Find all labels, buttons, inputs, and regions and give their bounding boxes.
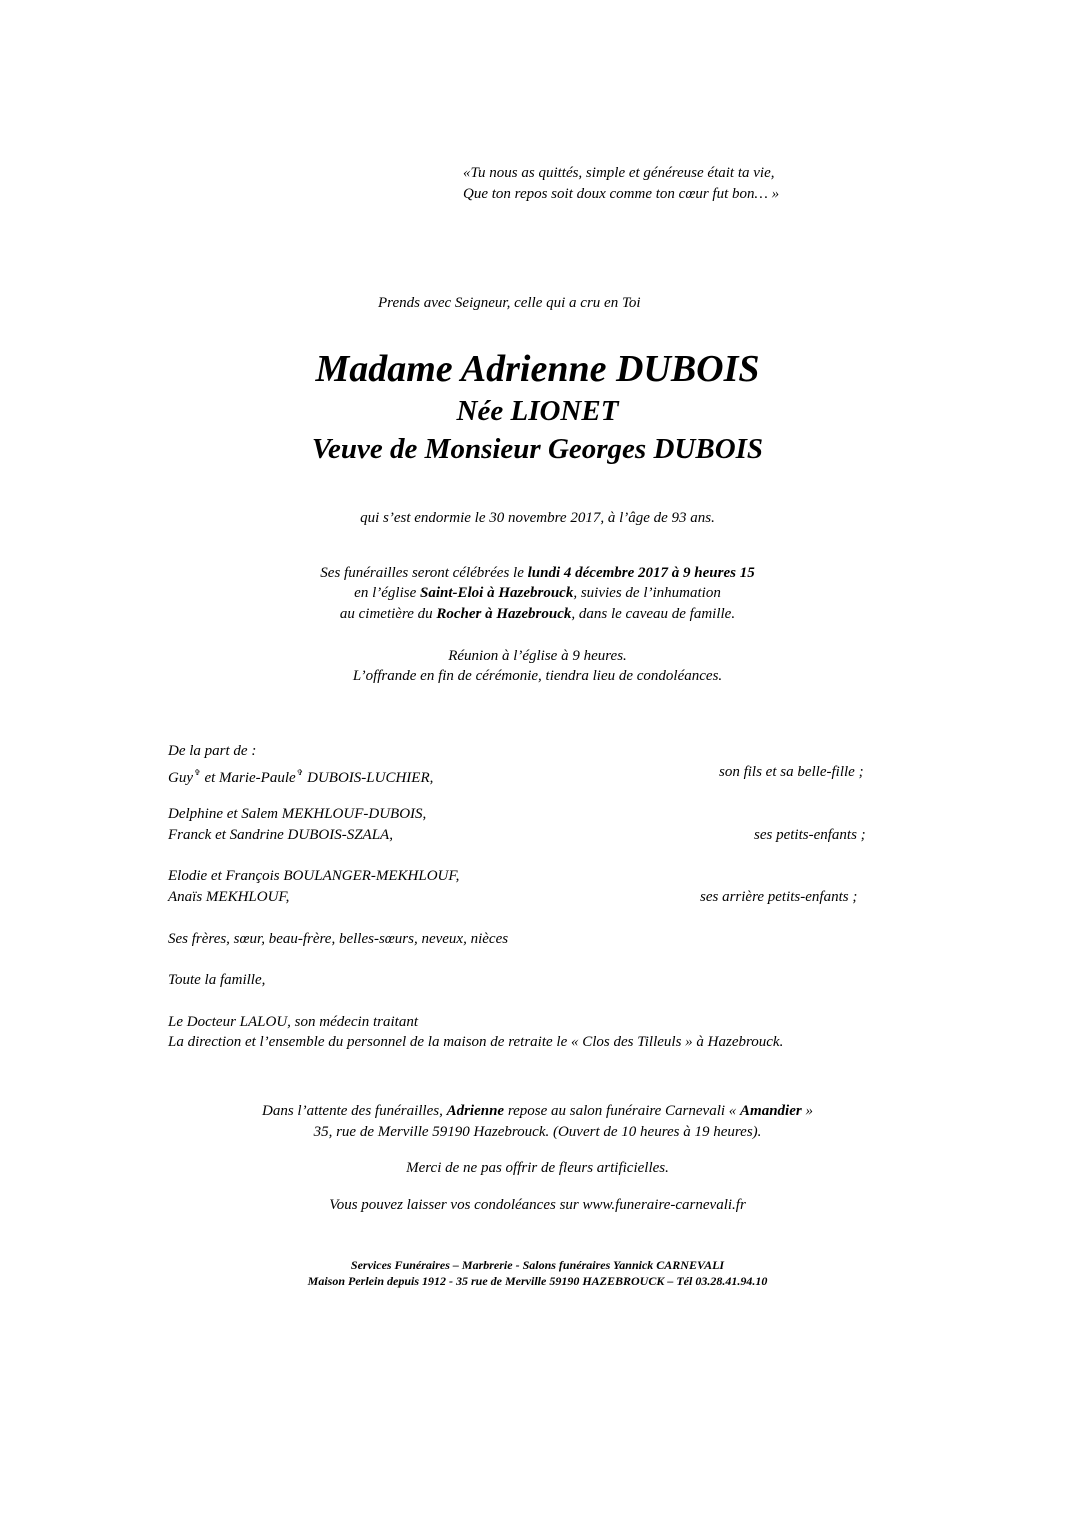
meeting-line-1: Réunion à l’église à 9 heures. (448, 648, 627, 664)
siblings-line: Ses frères, sœur, beau-frère, belles-sœurs, neveux, nièces (168, 931, 509, 947)
great-grandchild-line-2: Anaïs MEKHLOUF, (168, 889, 290, 905)
deceased-widow-of: Veuve de Monsieur Georges DUBOIS (311, 433, 764, 465)
prayer-line: Prends avec Seigneur, celle qui a cru en Toi (378, 295, 641, 311)
rest-close-quote: » (801, 1103, 813, 1119)
death-notice: qui s’est endormie le 30 novembre 2017, à l’âge de 93 ans. (360, 510, 715, 526)
epigraph-line-1: «Tu nous as quittés, simple et généreuse était ta vie, (463, 165, 775, 181)
funeral-burial-note: , suivies de l’inhumation (573, 585, 721, 601)
footer-line-1: Services Funéraires – Marbrerie - Salons funéraires Yannick CARNEVALI (350, 1258, 725, 1272)
cross-icon: ✞ (296, 768, 304, 777)
flowers-note: Merci de ne pas offrir de fleurs artificielles. (406, 1160, 669, 1176)
funeral-cemetery: Rocher à Hazebrouck (436, 606, 572, 622)
funeral-intro: Ses funérailles seront célébrées le (320, 565, 528, 581)
rest-line-1 (0, 1101, 1075, 1122)
great-grandchildren-relation: ses arrière petits-enfants ; (700, 889, 858, 905)
son-first-name: Guy (168, 770, 193, 786)
cross-icon: ✞ (194, 768, 201, 777)
family-intro: De la part de : (168, 743, 257, 759)
rest-intro: Dans l’attente des funérailles, (262, 1103, 447, 1119)
funeral-church-intro: en l’église (354, 585, 420, 601)
great-grandchild-line-1: Elodie et François BOULANGER-MEKHLOUF, (168, 868, 460, 884)
funeral-date: lundi 4 décembre 2017 à 9 heures 15 (527, 565, 755, 581)
son-relation: son fils et sa belle-fille ; (719, 764, 864, 780)
doctor-line: Le Docteur LALOU, son médecin traitant (168, 1014, 418, 1030)
epigraph-line-2: Que ton repos soit doux comme ton cœur fut bon… » (463, 186, 780, 202)
deceased-name: Madame Adrienne DUBOIS (315, 348, 760, 390)
meeting-line-2: L’offrande en fin de cérémonie, tiendra lieu de condoléances. (352, 668, 723, 684)
funeral-vault-note: , dans le caveau de famille. (571, 606, 736, 622)
rest-room: Amandier (740, 1103, 802, 1119)
rest-location: repose au salon funéraire Carnevali « (504, 1103, 741, 1119)
funeral-line-1 (0, 563, 1075, 584)
grandchild-line-1: Delphine et Salem MEKHLOUF-DUBOIS, (168, 806, 427, 822)
rest-name: Adrienne (446, 1103, 505, 1119)
condolences-note: Vous pouvez laisser vos condoléances sur www.funeraire-carnevali.fr (329, 1197, 746, 1213)
funeral-line-2 (0, 583, 1075, 604)
funeral-church: Saint-Eloi à Hazebrouck (419, 585, 574, 601)
funeral-line-3 (0, 604, 1075, 625)
epigraph (463, 163, 779, 205)
son-surname: DUBOIS-LUCHIER, (303, 770, 434, 786)
deceased-maiden-name: Née LIONET (456, 395, 619, 427)
grandchild-line-2: Franck et Sandrine DUBOIS-SZALA, (168, 827, 393, 843)
footer-line-2: Maison Perlein depuis 1912 - 35 rue de Merville 59190 HAZEBROUCK – Tél 03.28.41.94.10 (307, 1274, 768, 1288)
rest-address: 35, rue de Merville 59190 Hazebrouck. (Ouvert de 10 heures à 19 heures). (313, 1124, 762, 1140)
funeral-cemetery-intro: au cimetière du (339, 606, 437, 622)
family-son (168, 762, 433, 789)
retirement-home-line: La direction et l’ensemble du personnel de la maison de retraite le « Clos des Tilleuls » à Hazebrouck. (168, 1034, 784, 1050)
grandchildren-relation: ses petits-enfants ; (754, 827, 866, 843)
son-wife-name: et Marie-Paule (200, 770, 296, 786)
all-family-line: Toute la famille, (168, 972, 266, 988)
